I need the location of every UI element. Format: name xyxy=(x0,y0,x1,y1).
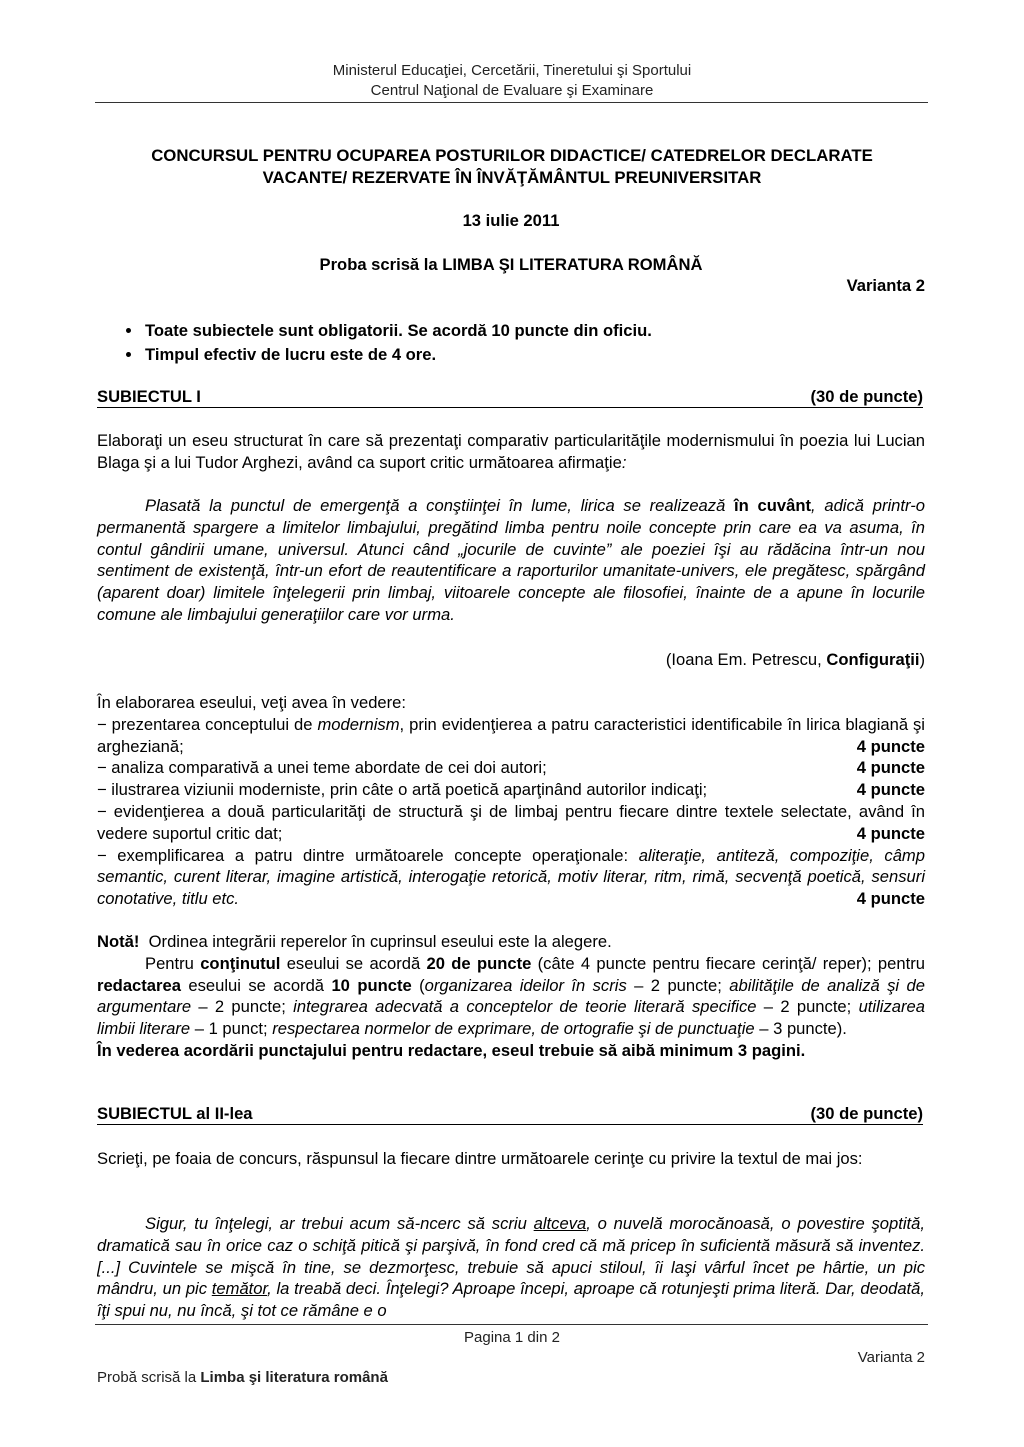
section-title: SUBIECTUL I xyxy=(97,387,201,406)
footer-divider xyxy=(95,1324,928,1325)
text-segment: 20 de puncte xyxy=(426,953,532,973)
footer-subject-name: Limba şi literatura română xyxy=(200,1369,388,1386)
instruction-item: • Toate subiectele sunt obligatorii. Se acordă 10 puncte din oficiu. xyxy=(143,319,925,343)
text-segment: abilităţile de analiză şi de argumentare xyxy=(97,975,925,1017)
note-final: În vederea acordării punctajului pentru redactare, eseul trebuie să aibă minimum 3 pagini. xyxy=(97,1040,806,1060)
text-segment: − prezentarea conceptului de xyxy=(97,714,318,734)
text-segment: în cuvânt xyxy=(734,496,811,515)
section-1-heading xyxy=(97,387,923,408)
exam-date: 13 iulie 2011 xyxy=(462,211,560,230)
requirement-points: 4 puncte xyxy=(856,780,925,800)
requirement-item xyxy=(97,845,925,910)
text-segment: Elaboraţi un eseu structurat în care să prezentaţi comparativ particularităţile modernismului în poezia lui Lucian Blaga şi a lui Tudor Arghezi, având ca suport critic următoarea afirmaţie xyxy=(97,431,925,472)
critical-quote xyxy=(97,495,925,626)
text-segment: respectarea normelor de exprimare, de ortografie şi de punctuaţie xyxy=(272,1019,755,1039)
footer-prefix: Probă scrisă la xyxy=(97,1369,201,1386)
section-2-intro: Scrieţi, pe foaia de concurs, răspunsul la fiecare dintre următoarele cerinţe cu privire la textul de mai jos: xyxy=(97,1149,863,1168)
list-intro: În elaborarea eseului, veţi avea în vedere: xyxy=(97,693,407,712)
section-title: SUBIECTUL al II-lea xyxy=(97,1104,253,1123)
requirement-points: 4 puncte xyxy=(856,889,925,909)
text-segment: − ilustrarea viziunii moderniste, prin câte o artă poetică aparţinând autorilor indicaţi; xyxy=(97,780,708,800)
text-segment: − evidenţierea a două particularităţi de structură şi de limbaj pentru fiecare dintre textele selectate, având în vedere suportul critic dat; xyxy=(97,801,925,843)
footer-subject xyxy=(97,1367,925,1389)
section-points: (30 de puncte) xyxy=(810,1104,923,1123)
text-segment: temător xyxy=(211,1279,268,1299)
text-segment: , adică printr-o permanentă spargere a limitelor limbajului, pregătind limba pentru noile concepte prin care ea va asuma, în contul gândirii umane, universul. Atunci când „jocurile de cuvinte” ale poeziei îşi au rădăcina într-un nou sentiment de existenţă, într-un efort de reautentificare a raporturilor umanitate-univers, ele pregătesc, spărgând (aparent doar) limitele înţelegerii prin limbaj, viitoarele concepte ale filosofiei, înainte de a apune în locurile comune ale limbajului generaţiilor care vor urma. xyxy=(97,496,926,624)
text-segment: − exemplificarea a patru dintre următoarele concepte operaţionale: xyxy=(97,845,639,865)
text-segment: − analiza comparativă a unei teme abordate de cei doi autori; xyxy=(97,758,547,778)
note-body xyxy=(97,953,925,1040)
requirements-list xyxy=(97,692,925,910)
requirement-item xyxy=(97,801,925,845)
requirement-item xyxy=(97,714,925,758)
text-segment: (câte 4 puncte pentru fiecare cerinţă/ reper); pentru xyxy=(531,953,925,973)
text-segment: (Ioana Em. Petrescu, xyxy=(665,650,827,669)
text-segment: integrarea adecvată a conceptelor de teorie literară specifice xyxy=(293,997,757,1017)
variant-label: Varianta 2 xyxy=(846,276,925,295)
note-first-line: Ordinea integrării reperelor în cuprinsul eseului este la alegere. xyxy=(148,932,612,951)
text-segment: – 2 puncte; xyxy=(626,975,730,995)
requirement-points: 4 puncte xyxy=(856,736,925,756)
exam-subject: Proba scrisă la LIMBA ŞI LITERATURA ROMÂNĂ xyxy=(319,255,703,274)
text-segment: – 2 puncte; xyxy=(191,997,294,1017)
title-line-2: VACANTE/ REZERVATE ÎN ÎNVĂŢĂMÂNTUL PREUNIVERSITAR xyxy=(262,167,762,187)
ministry-name: Ministerul Educaţiei, Cercetării, Tineretului şi Sportului xyxy=(332,62,692,79)
center-name: Centrul Naţional de Evaluare şi Examinare xyxy=(370,82,654,99)
requirement-points: 4 puncte xyxy=(856,758,925,778)
quote-attribution xyxy=(97,649,925,671)
text-segment: eseului se acordă xyxy=(180,975,332,995)
text-segment: : xyxy=(621,452,627,472)
section-points: (30 de puncte) xyxy=(810,387,923,406)
text-segment: , o nuvelă morocănoasă, o povestire şoptită, dramatică sau în orice caz o schiţă pitică şi parşivă, în fond cred că mă pricep în suficientă măsură să inventez. [...] Cuvintele se mişcă în tine, se dezmorţesc, trebuie să apuci stiloul, îi laşi vârful încet pe hârtie, un pic mândru, un pic xyxy=(97,1214,925,1299)
text-segment: ) xyxy=(919,650,925,669)
text-segment: redactarea xyxy=(97,975,181,995)
exam-title xyxy=(60,145,964,189)
text-segment: utilizarea limbii literare xyxy=(97,997,925,1039)
requirement-points: 4 puncte xyxy=(856,823,925,843)
text-segment: Pentru xyxy=(145,953,201,973)
footer-variant: Varianta 2 xyxy=(857,1349,925,1366)
text-segment: , la treabă deci. Înţelegi? Aproape începi, aproape că rotunjeşti prima literă. Dar, deodată, îţi spui nu, nu încă, şi tot ce rămâne e o xyxy=(97,1279,925,1321)
text-segment: – 3 puncte). xyxy=(754,1019,847,1039)
text-segment: 10 puncte xyxy=(331,975,412,995)
page-number: Pagina 1 din 2 xyxy=(464,1329,560,1346)
text-segment: modernism xyxy=(317,714,400,734)
text-segment: Configuraţii xyxy=(826,650,920,669)
literary-excerpt xyxy=(97,1213,925,1322)
text-segment: – 2 puncte; xyxy=(756,997,859,1017)
note-block xyxy=(97,931,925,1062)
note-label: Notă! xyxy=(97,932,140,951)
instruction-item: • Timpul efectiv de lucru este de 4 ore. xyxy=(143,343,925,367)
text-segment: aliteraţie, antiteză, compoziţie, câmp semantic, curent literar, imagine artistică, interogaţie retorică, motiv literar, ritm, rimă, secvenţă poetică, sensuri conotative, titlu etc. xyxy=(97,845,925,909)
instructions xyxy=(97,319,925,367)
text-segment: organizarea ideilor în scris xyxy=(424,975,627,995)
requirement-item xyxy=(97,779,925,801)
section-1-intro xyxy=(97,430,925,474)
text-segment: conţinutul xyxy=(200,953,281,973)
text-segment: , prin evidenţierea a patru caracteristici identificabile în lirica blagiană şi argheziană; xyxy=(97,714,925,756)
text-segment: – 1 punct; xyxy=(190,1019,273,1039)
requirement-item xyxy=(97,757,925,779)
title-line-1: CONCURSUL PENTRU OCUPAREA POSTURILOR DIDACTICE/ CATEDRELOR DECLARATE xyxy=(151,146,873,165)
text-segment: altceva xyxy=(533,1214,587,1233)
text-segment: ( xyxy=(411,975,425,995)
text-segment: eseului se acordă xyxy=(280,953,427,973)
section-2-heading xyxy=(97,1104,923,1125)
text-segment: Sigur, tu înţelegi, ar trebui acum să-ncerc să scriu xyxy=(145,1214,534,1233)
header-divider xyxy=(95,102,928,103)
text-segment: Plasată la punctul de emergenţă a conştiinţei în lume, lirica se realizează xyxy=(145,496,735,515)
